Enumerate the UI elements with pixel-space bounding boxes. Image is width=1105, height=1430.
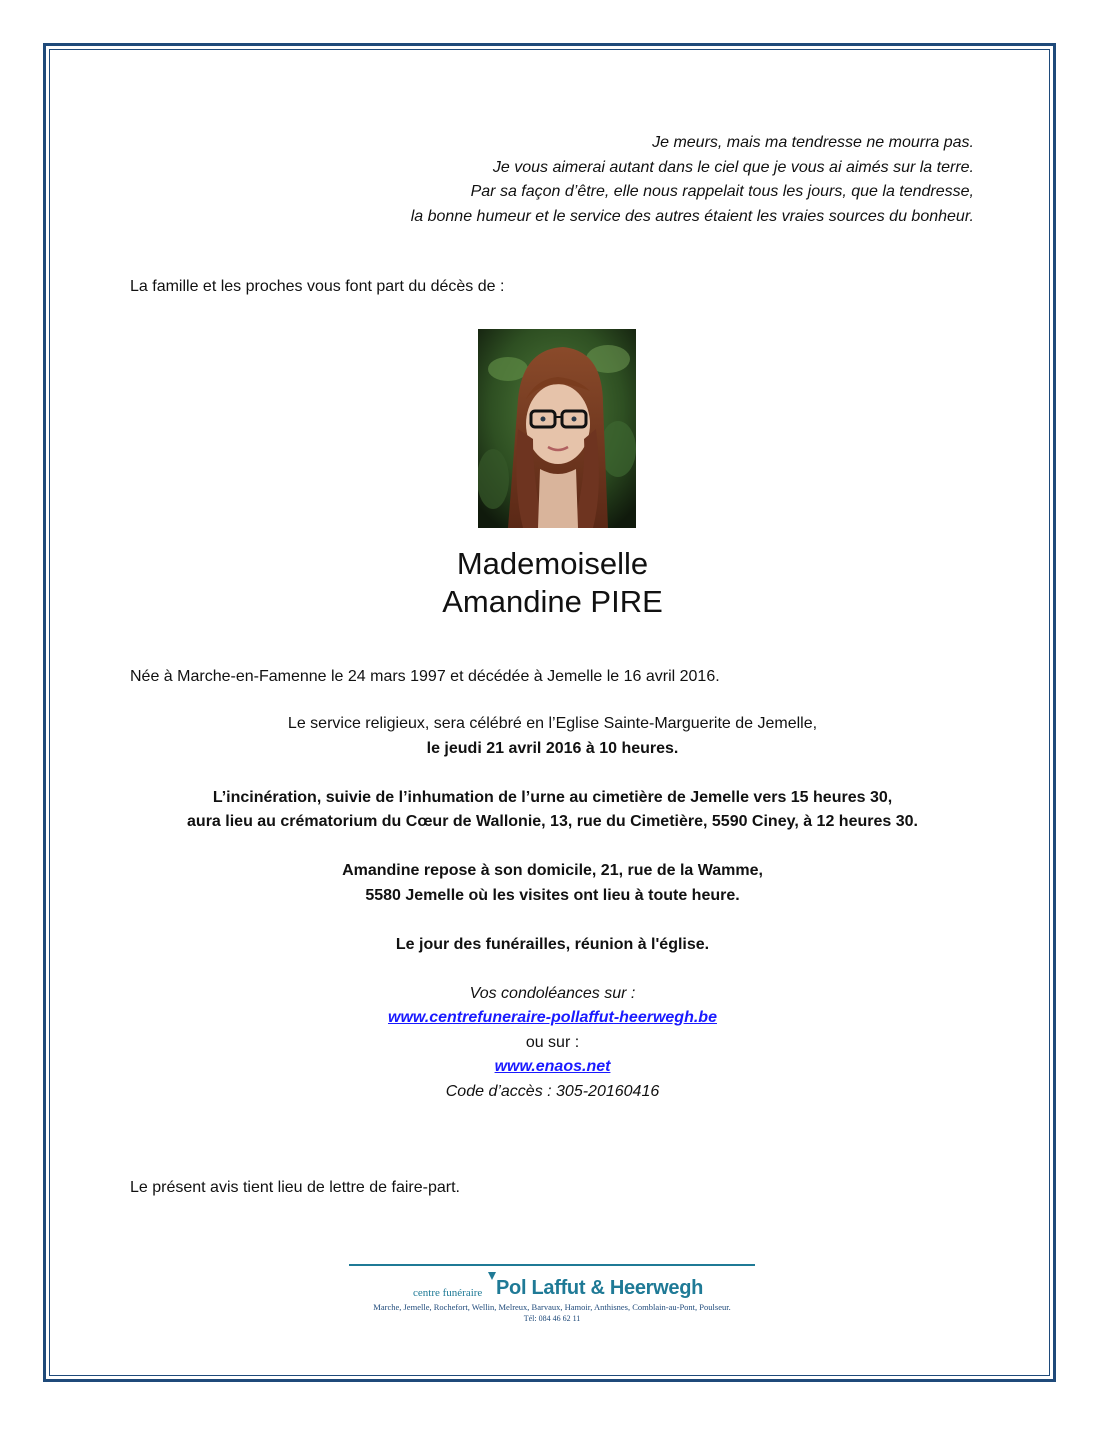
poem-line: Par sa façon d’être, elle nous rappelait tous les jours, que la tendresse, [470, 183, 974, 200]
service-line-1: Le service religieux, sera célébré en l’Eglise Sainte-Marguerite de Jemelle, [287, 715, 818, 732]
logo-rule [349, 1264, 755, 1266]
poem [411, 131, 974, 229]
deceased-name [0, 545, 1105, 621]
funeral-day-text: Le jour des funérailles, réunion à l'église. [395, 935, 710, 953]
condolences-or: ou sur : [525, 1033, 580, 1051]
birth-death-text: Née à Marche-en-Famenne le 24 mars 1997 et décédée à Jemelle le 16 avril 2016. [130, 668, 720, 685]
condolences-link-1[interactable]: www.centrefuneraire-pollaffut-heerwegh.be [388, 1009, 717, 1026]
cremation-line-2: aura lieu au crématorium du Cœur de Wallonie, 13, rue du Cimetière, 5590 Ciney, à 12 heures 30. [187, 813, 918, 830]
poem-line: la bonne humeur et le service des autres étaient les vraies sources du bonheur. [410, 207, 974, 225]
poem-line: Je meurs, mais ma tendresse ne mourra pas. [652, 134, 974, 151]
intro-text: La famille et les proches vous font part du décès de : [130, 278, 505, 295]
closing-text: Le présent avis tient lieu de lettre de faire-part. [130, 1179, 460, 1196]
logo-phone: Tél: 084 46 62 11 [523, 1314, 581, 1323]
deceased-fullname: Amandine PIRE [442, 584, 663, 619]
condolences-link-2[interactable]: www.enaos.net [494, 1058, 611, 1075]
service-line-2: le jeudi 21 avril 2016 à 10 heures. [426, 739, 679, 757]
portrait-photo [478, 329, 636, 528]
condolences-label: Vos condoléances sur : [469, 984, 636, 1002]
logo-company-name: Pol Laffut & Heerwegh [496, 1277, 704, 1299]
cremation-line-1: L’incinération, suivie de l’inhumation de l’urne au cimetière de Jemelle vers 15 heures 30, [212, 788, 893, 806]
logo-triangle-icon [488, 1272, 496, 1280]
ceremony-details [0, 712, 1105, 1104]
logo-towns: Marche, Jemelle, Rochefort, Wellin, Melreux, Barvaux, Hamoir, Anthisnes, Comblain-au-Pont, Poulseur. [373, 1302, 731, 1312]
logo-small-text: centre funéraire [413, 1287, 483, 1299]
repose-line-2: 5580 Jemelle où les visites ont lieu à toute heure. [365, 886, 740, 904]
funeral-home-logo [349, 1262, 755, 1326]
poem-line: Je vous aimerai autant dans le ciel que je vous ai aimés sur la terre. [492, 158, 974, 176]
access-code: Code d’accès : 305-20160416 [445, 1082, 660, 1100]
repose-line-1: Amandine repose à son domicile, 21, rue de la Wamme, [342, 862, 763, 879]
deceased-title: Mademoiselle [456, 546, 649, 581]
